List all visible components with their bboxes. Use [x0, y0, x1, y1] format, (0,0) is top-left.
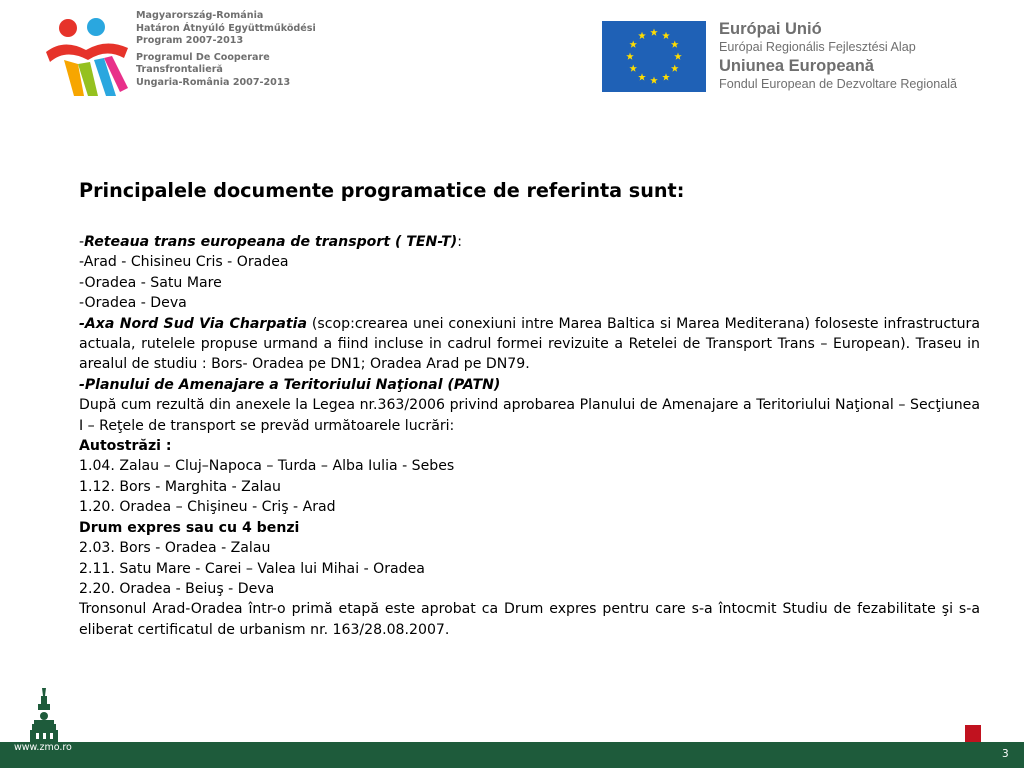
tower-logo-icon	[28, 686, 62, 744]
program-line: Magyarország-Románia	[136, 10, 264, 21]
axa-text: (scop:crearea unei conexiuni intre Marea Baltica si Marea Mediterana) foloseste infrastructura actuala, rutelele propuse urmand a fiind incluse in cadrul formei revizuite a Retelei de Transport Trans – European). Traseu in arealul de studiu : Bors- Oradea pe DN1; Oradea Arad pe DN79.	[79, 315, 980, 373]
autostrada-item: 1.20. Oradea – Chişineu - Criş - Arad	[79, 499, 336, 516]
footer-bar	[0, 742, 1024, 768]
hu-ro-program-logo	[44, 14, 130, 100]
autostrada-item: 1.12. Bors - Marghita - Zalau	[79, 478, 281, 495]
slide-content	[79, 178, 980, 640]
route-item: -Oradea - Deva	[79, 295, 187, 312]
patn-heading: -Planului de Amenajare a Teritoriului Naţional (PATN)	[79, 376, 501, 393]
eu-flag-icon	[602, 21, 706, 92]
drum-expres-item: 2.03. Bors - Oradea - Zalau	[79, 540, 271, 557]
drum-expres-item: 2.20. Oradea - Beiuş - Deva	[79, 580, 275, 597]
program-line: Ungaria-România 2007-2013	[136, 76, 291, 88]
program-line: Program 2007-2013	[136, 35, 244, 47]
eu-funding-text	[719, 19, 1009, 93]
ten-t-suffix: :	[457, 234, 462, 250]
eu-subtitle-hu: Európai Regionális Fejlesztési Alap	[719, 40, 916, 54]
final-paragraph: Tronsonul Arad-Oradea într-o primă etapă este aprobat ca Drum expres pentru care s-a întocmit Studiu de fezabilitate şi s-a eliberat certificatul de urbanism nr. 163/28.08.2007.	[79, 601, 980, 638]
patn-paragraph: După cum rezultă din anexele la Legea nr.363/2006 privind aprobarea Planului de Amenajare a Teritoriului Naţional – Secţiunea I – Reţele de transport se prevăd următoarele lucrări:	[79, 397, 980, 434]
autostrazi-heading: Autostrăzi :	[79, 438, 172, 455]
autostrada-item: 1.04. Zalau – Cluj–Napoca – Turda – Alba Iulia - Sebes	[79, 458, 455, 475]
program-line: Transfrontalieră	[136, 64, 223, 76]
ten-t-label: Reteaua trans europeana de transport ( TEN-T)	[84, 234, 458, 250]
eu-title-ro: Uniunea Europeană	[719, 57, 874, 75]
axa-heading: -Axa Nord Sud Via Charpatia	[79, 315, 307, 332]
slide-title: Principalele documente programatice de referinta sunt:	[79, 179, 685, 202]
axa-paragraph	[79, 314, 980, 375]
ten-t-prefix: -	[79, 234, 85, 250]
drum-expres-item: 2.11. Satu Mare - Carei – Valea lui Mihai - Oradea	[79, 560, 425, 577]
program-line: Határon Átnyúló Együttműködési	[136, 22, 316, 34]
program-line: Programul De Cooperare	[136, 51, 270, 63]
route-item: -Oradea - Satu Mare	[79, 274, 222, 291]
eu-title-hu: Európai Unió	[719, 20, 822, 38]
eu-subtitle-ro: Fondul European de Dezvoltare Regională	[719, 77, 958, 91]
page-number: 3	[1002, 748, 1009, 760]
program-name-text	[136, 10, 336, 90]
route-item: -Arad - Chisineu Cris - Oradea	[79, 254, 289, 271]
ten-t-heading	[79, 232, 980, 252]
drum-expres-heading: Drum expres sau cu 4 benzi	[79, 519, 300, 536]
footer-url[interactable]: www.zmo.ro	[14, 742, 72, 753]
